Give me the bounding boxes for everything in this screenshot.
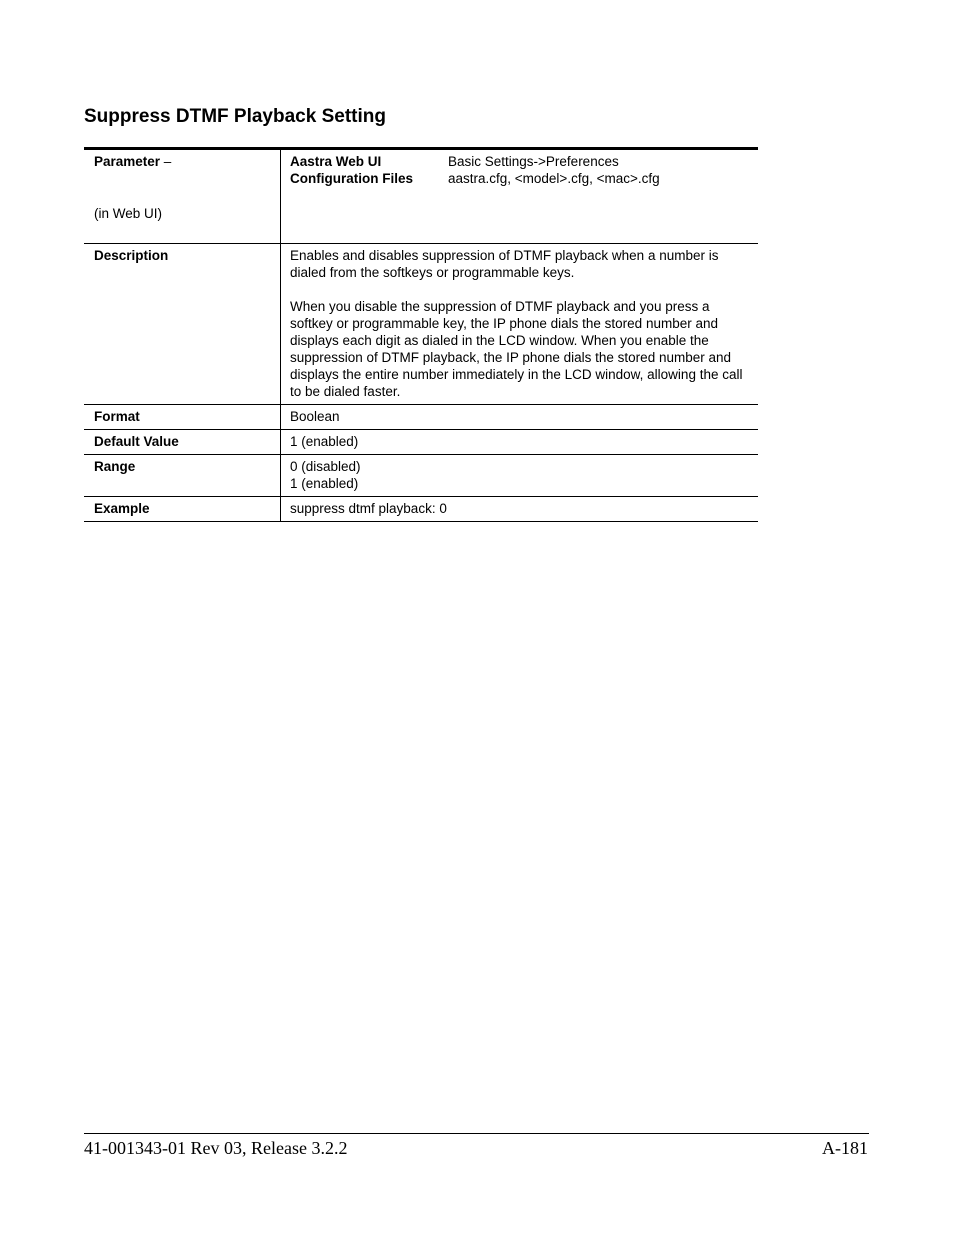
table-row-description	[84, 244, 758, 405]
section-title: Suppress DTMF Playback Setting	[84, 106, 386, 127]
range-value: 0 (disabled)	[290, 459, 361, 474]
range-value-cell	[281, 455, 759, 497]
location-key-config-files: Configuration Files	[290, 171, 413, 186]
description-label: Description	[84, 244, 281, 405]
range-label: Range	[84, 455, 281, 497]
description-paragraph: Enables and disables suppression of DTMF playback when a number is dialed from the softkeys or programmable keys.	[290, 248, 719, 280]
parameter-table	[84, 147, 758, 522]
table-row-example	[84, 497, 758, 522]
location-value-config-files: aastra.cfg, <model>.cfg, <mac>.cfg	[448, 171, 660, 186]
table-row-format	[84, 405, 758, 430]
format-label: Format	[84, 405, 281, 430]
range-value: 1 (enabled)	[290, 476, 359, 491]
footer-doc-id: 41-001343-01 Rev 03, Release 3.2.2	[84, 1138, 348, 1158]
parameter-locations	[290, 153, 758, 187]
example-label: Example	[84, 497, 281, 522]
location-value-web-ui: Basic Settings->Preferences	[448, 154, 619, 169]
table-row-range	[84, 455, 758, 497]
location-key-web-ui: Aastra Web UI	[290, 154, 382, 169]
table-row-parameter	[84, 149, 758, 244]
description-value-cell	[281, 244, 759, 405]
parameter-label: Parameter	[94, 154, 161, 169]
example-value: suppress dtmf playback: 0	[281, 497, 759, 522]
format-value: Boolean	[281, 405, 759, 430]
default-value-label: Default Value	[84, 430, 281, 455]
parameter-label-cell	[84, 149, 281, 244]
web-ui-note: (in Web UI)	[94, 206, 163, 221]
footer-page-number: A-181	[822, 1138, 868, 1158]
parameter-dash: –	[160, 154, 172, 169]
parameter-label-line	[94, 153, 280, 170]
description-paragraph: When you disable the suppression of DTMF playback and you press a softkey or programmable key, the IP phone dials the stored number and displays each digit as dialed in the LCD window. When you enable the suppression of DTMF playback, the IP phone dials the stored number and displays the entire number immediately in the LCD window, allowing the call to be dialed faster.	[290, 299, 743, 399]
table-row-default-value	[84, 430, 758, 455]
default-value-value: 1 (enabled)	[281, 430, 759, 455]
footer-divider	[84, 1133, 869, 1134]
parameter-value-cell	[281, 149, 759, 244]
